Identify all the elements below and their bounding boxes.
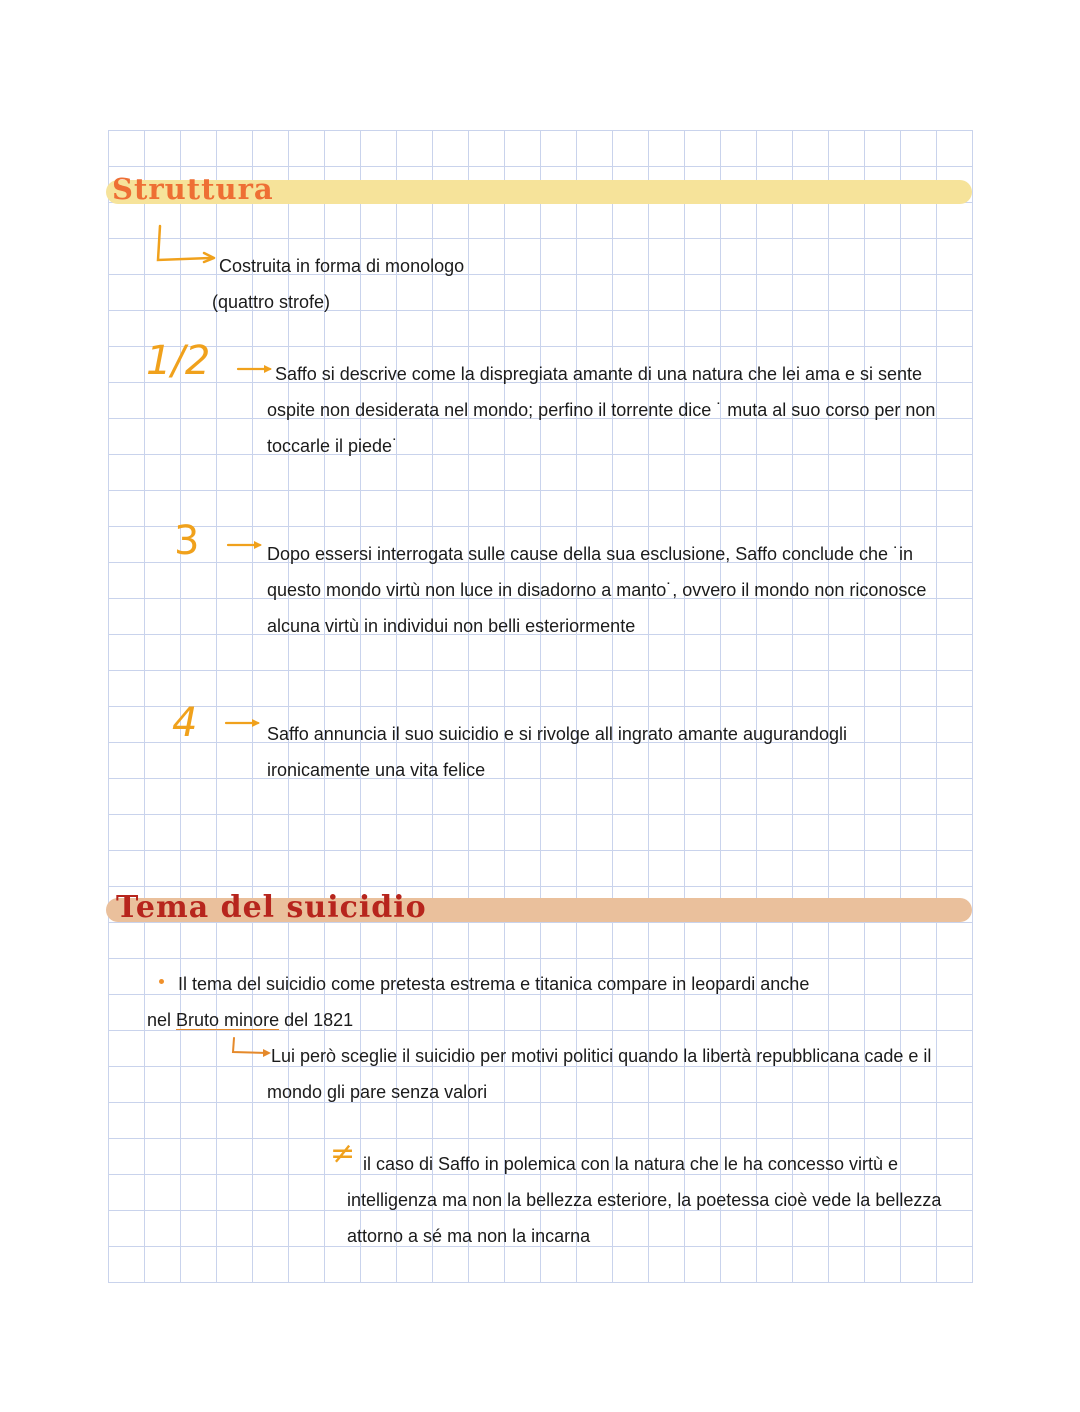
intro-line-1: Costruita in forma di monologo — [219, 256, 465, 276]
bullet-dot-icon — [159, 979, 164, 984]
contrast-line-1: il caso di Saffo in polemica con la natura che le ha concesso virtù e — [363, 1154, 898, 1174]
item-3-line-3: alcuna virtù in individui non belli esteriormente — [267, 616, 636, 636]
item-1-2-line-2: ospite non desiderata nel mondo; perfino il torrente dice ˙ muta al suo corso per non — [267, 400, 936, 420]
arrow-icon — [236, 362, 276, 376]
contrast-line-2: intelligenza ma non la bellezza esteriore, la poetessa cioè vede la bellezza — [347, 1190, 942, 1210]
item-4-line-1: Saffo annuncia il suo suicidio e si rivolge all ingrato amante augurandogli — [267, 724, 848, 744]
tema-line-2-suffix: del 1821 — [279, 1010, 354, 1030]
marker-strofe-1-2: 1/2 — [146, 338, 211, 384]
tema-line-1: Il tema del suicidio come pretesta estrema e titanica compare in leopardi anche — [178, 974, 810, 994]
heading-struttura: Struttura — [112, 172, 274, 206]
tema-line-2 — [147, 1002, 353, 1038]
item-1-2-line-1: Saffo si descrive come la dispregiata amante di una natura che lei ama e si sente — [275, 364, 923, 384]
intro-line-2: (quattro strofe) — [212, 292, 331, 312]
not-equal-icon: ≠ — [330, 1136, 356, 1171]
tema-line-2-prefix: nel — [147, 1010, 177, 1030]
item-3-line-1: Dopo essersi interrogata sulle cause della sua esclusione, Saffo conclude che ˙in — [267, 544, 914, 564]
marker-strofa-3: 3 — [174, 518, 200, 564]
marker-strofa-4: 4 — [172, 700, 198, 746]
elbow-arrow-icon — [150, 224, 220, 266]
arrow-icon — [226, 538, 266, 552]
sub-line-2: mondo gli pare senza valori — [267, 1082, 488, 1102]
elbow-arrow-icon — [228, 1036, 276, 1058]
contrast-line-3: attorno a sé ma non la incarna — [347, 1226, 591, 1246]
arrow-icon — [224, 716, 264, 730]
sub-line-1: Lui però sceglie il suicidio per motivi politici quando la libertà repubblicana cade e il — [271, 1046, 932, 1066]
heading-tema-del-suicidio: Tema del suicidio — [116, 890, 427, 925]
item-1-2-line-3: toccarle il piede˙ — [267, 436, 399, 456]
bruto-minore-reference: Bruto minore — [176, 1010, 280, 1030]
item-4-line-2: ironicamente una vita felice — [267, 760, 486, 780]
item-3-line-2: questo mondo virtù non luce in disadorno a manto˙, ovvero il mondo non riconosce — [267, 580, 927, 600]
